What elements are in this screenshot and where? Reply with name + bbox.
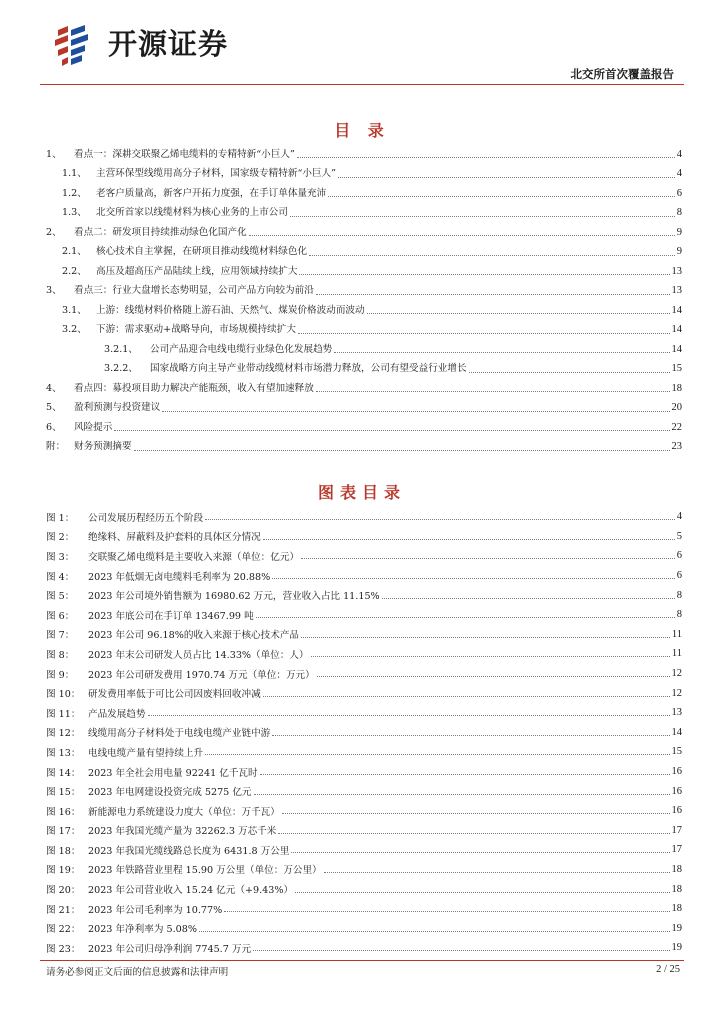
figure-entry[interactable]	[46, 625, 682, 645]
leader-dots	[291, 852, 669, 853]
entry-page: 18	[671, 863, 682, 875]
entry-number: 1.2、	[62, 187, 87, 199]
leader-dots	[297, 157, 675, 158]
entry-number: 图 1：	[46, 512, 75, 524]
entry-page: 11	[671, 648, 682, 660]
entry-title: 核心技术自主掌握，在研项目推动线缆材料绿色化	[96, 246, 308, 258]
entry-title: 2023 年铁路营业里程 15.90 万公里（单位：万公里）	[88, 865, 322, 877]
header-divider	[40, 84, 684, 85]
leader-dots	[338, 177, 675, 178]
entry-number: 图 23：	[46, 943, 81, 955]
figure-entry[interactable]	[46, 703, 682, 723]
entry-page: 5	[676, 530, 682, 542]
toc-entry[interactable]	[46, 321, 682, 341]
entry-title: 国家战略方向主导产业带动线缆材料市场潜力释放，公司有望受益行业增长	[150, 363, 467, 375]
entry-title: 2023 年公司 96.18%的收入来源于核心技术产品	[88, 630, 300, 642]
entry-title: 主营环保型线缆用高分子材料，国家级专精特新“小巨人”	[96, 168, 337, 180]
figure-entry[interactable]	[46, 546, 682, 566]
entry-number: 图 11：	[46, 708, 81, 720]
entry-number: 3.2.2、	[104, 363, 139, 375]
toc-entry[interactable]	[46, 165, 682, 185]
toc-entry[interactable]	[46, 145, 682, 165]
entry-page: 13	[671, 285, 682, 297]
entry-number: 3.2.1、	[104, 343, 139, 355]
figure-entry[interactable]	[46, 605, 682, 625]
leader-dots	[249, 235, 675, 236]
page-number: 2 / 25	[656, 964, 680, 975]
leader-dots	[272, 735, 669, 736]
leader-dots	[253, 950, 669, 951]
toc-entry[interactable]	[46, 360, 682, 380]
entry-title: 2023 年公司境外销售额为 16980.62 万元，营业收入占比 11.15%	[88, 591, 380, 603]
entry-title: 2023 年电网建设投资完成 5275 亿元	[88, 787, 252, 799]
entry-page: 23	[671, 441, 682, 453]
entry-number: 图 12：	[46, 728, 81, 740]
leader-dots	[134, 450, 670, 451]
brand-name: 开源证券	[108, 27, 229, 61]
entry-page: 4	[676, 168, 682, 180]
leader-dots	[295, 892, 669, 893]
toc-entry[interactable]	[46, 301, 682, 321]
toc-entry[interactable]	[46, 282, 682, 302]
leader-dots	[334, 352, 669, 353]
entry-title: 高压及超高压产品陆续上线，应用领域持续扩大	[96, 265, 298, 277]
entry-page: 8	[676, 207, 682, 219]
leader-dots	[298, 333, 670, 334]
entry-page: 15	[671, 746, 682, 758]
leader-dots	[260, 774, 670, 775]
figure-entry[interactable]	[46, 566, 682, 586]
entry-title: 公司发展历程经历五个阶段	[88, 512, 204, 524]
entry-title: 2023 年公司营业收入 15.24 亿元（+9.43%）	[88, 885, 294, 897]
leader-dots	[469, 372, 670, 373]
entry-page: 6	[676, 570, 682, 582]
toc-entry[interactable]	[46, 418, 682, 438]
entry-number: 4、	[46, 382, 62, 394]
entry-title: 公司产品迎合电线电缆行业绿色化发展趋势	[150, 343, 333, 355]
entry-number: 图 16：	[46, 806, 81, 818]
entry-page: 6	[676, 187, 682, 199]
leader-dots	[278, 833, 669, 834]
entry-number: 图 5：	[46, 591, 75, 603]
leader-dots	[199, 931, 670, 932]
figure-entry[interactable]	[46, 879, 682, 899]
entry-page: 14	[671, 343, 682, 355]
leader-dots	[382, 598, 675, 599]
kaiyuan-logo-icon	[52, 24, 104, 68]
entry-title: 2023 年公司归母净利润 7745.7 万元	[88, 943, 252, 955]
entry-number: 1.1、	[62, 168, 87, 180]
leader-dots	[324, 872, 670, 873]
entry-number: 图 6：	[46, 610, 75, 622]
figure-entry[interactable]	[46, 644, 682, 664]
page-header	[0, 0, 724, 88]
entry-page: 18	[671, 382, 682, 394]
leader-dots	[205, 754, 669, 755]
entry-number: 图 13：	[46, 747, 81, 759]
leader-dots	[148, 715, 670, 716]
entry-number: 3、	[46, 285, 62, 297]
entry-title: 研发费用率低于可比公司因废料回收冲减	[88, 689, 261, 701]
entry-title: 盈利预测与投资建议	[74, 402, 161, 414]
toc-title: 目 录	[334, 121, 390, 140]
figure-entry[interactable]	[46, 507, 682, 527]
figure-entry[interactable]	[46, 899, 682, 919]
figure-entry[interactable]	[46, 762, 682, 782]
figure-entry[interactable]	[46, 938, 682, 958]
figure-entry[interactable]	[46, 683, 682, 703]
entry-page: 17	[671, 824, 682, 836]
entry-number: 图 14：	[46, 767, 81, 779]
entry-number: 图 21：	[46, 904, 81, 916]
entry-title: 看点四：募投项目助力解决产能瓶颈，收入有望加速释放	[74, 382, 314, 394]
entry-title: 北交所首家以线缆材料为核心业务的上市公司	[96, 207, 288, 219]
entry-title: 2023 年末公司研发人员占比 14.33%（单位：人）	[88, 649, 309, 661]
entry-title: 上游：线缆材料价格随上游石油、天然气、煤炭价格波动而波动	[96, 304, 365, 316]
table-of-contents	[46, 145, 682, 457]
entry-page: 11	[671, 628, 682, 640]
entry-title: 新能源电力系统建设力度大（单位：万千瓦）	[88, 806, 280, 818]
entry-page: 12	[671, 668, 682, 680]
report-type-label: 北交所首次覆盖报告	[570, 67, 674, 81]
leader-dots	[309, 255, 675, 256]
leader-dots	[263, 539, 675, 540]
entry-page: 13	[671, 707, 682, 719]
leader-dots	[316, 391, 670, 392]
figure-index-title: 图表目录	[317, 483, 406, 502]
entry-number: 图 2：	[46, 532, 75, 544]
entry-page: 9	[676, 226, 682, 238]
entry-page: 17	[671, 844, 682, 856]
entry-title: 2023 年低烟无卤电缆料毛利率为 20.88%	[88, 571, 271, 583]
leader-dots	[367, 313, 670, 314]
entry-title: 看点一：深耕交联聚乙烯电缆料的专精特新“小巨人”	[74, 148, 295, 160]
figure-entry[interactable]	[46, 664, 682, 684]
entry-number: 图 8：	[46, 649, 75, 661]
toc-entry[interactable]	[46, 184, 682, 204]
entry-number: 图 19：	[46, 865, 81, 877]
leader-dots	[311, 656, 670, 657]
figure-entry[interactable]	[46, 860, 682, 880]
entry-number: 图 15：	[46, 787, 81, 799]
entry-page: 4	[676, 511, 682, 523]
entry-title: 线缆用高分子材料处于电线电缆产业链中游	[88, 728, 271, 740]
entry-title: 看点二：研发项目持续推动绿色化国产化	[74, 226, 247, 238]
entry-page: 15	[671, 363, 682, 375]
entry-title: 2023 年我国光缆线路总长度为 6431.8 万公里	[88, 845, 290, 857]
entry-title: 产品发展趋势	[88, 708, 146, 720]
entry-page: 14	[671, 304, 682, 316]
entry-page: 22	[671, 421, 682, 433]
entry-page: 4	[676, 148, 682, 160]
entry-number: 3.1、	[62, 304, 87, 316]
entry-number: 6、	[46, 421, 62, 433]
entry-number: 2.1、	[62, 246, 87, 258]
figure-entry[interactable]	[46, 840, 682, 860]
leader-dots	[272, 578, 675, 579]
toc-entry[interactable]	[46, 340, 682, 360]
entry-page: 18	[671, 903, 682, 915]
entry-title: 看点三：行业大盘增长态势明显，公司产品方向较为前沿	[74, 285, 314, 297]
toc-entry[interactable]	[46, 223, 682, 243]
entry-number: 图 18：	[46, 845, 81, 857]
toc-entry[interactable]	[46, 399, 682, 419]
entry-number: 图 3：	[46, 551, 75, 563]
entry-title: 2023 年底公司在手订单 13467.99 吨	[88, 610, 254, 622]
figure-entry[interactable]	[46, 742, 682, 762]
figure-entry[interactable]	[46, 723, 682, 743]
figure-entry[interactable]	[46, 801, 682, 821]
entry-number: 图 20：	[46, 885, 81, 897]
entry-number: 附：	[46, 441, 66, 453]
entry-page: 13	[671, 265, 682, 277]
leader-dots	[282, 813, 670, 814]
entry-number: 2、	[46, 226, 62, 238]
entry-page: 14	[671, 324, 682, 336]
entry-page: 6	[676, 550, 682, 562]
figure-entry[interactable]	[46, 585, 682, 605]
leader-dots	[299, 274, 669, 275]
entry-title: 2023 年净利率为 5.08%	[88, 924, 197, 936]
figure-entry[interactable]	[46, 527, 682, 547]
entry-page: 14	[671, 726, 682, 738]
entry-page: 18	[671, 883, 682, 895]
entry-page: 8	[676, 589, 682, 601]
toc-entry[interactable]	[46, 204, 682, 224]
toc-entry[interactable]	[46, 379, 682, 399]
entry-page: 16	[671, 766, 682, 778]
leader-dots	[328, 196, 675, 197]
entry-number: 3.2、	[62, 324, 87, 336]
entry-number: 图 22：	[46, 924, 81, 936]
leader-dots	[290, 216, 675, 217]
figure-entry[interactable]	[46, 918, 682, 938]
leader-dots	[114, 430, 669, 431]
entry-page: 12	[671, 687, 682, 699]
entry-number: 1、	[46, 148, 62, 160]
entry-title: 老客户质量高，新客户开拓力度强，在手订单体量充沛	[96, 187, 327, 199]
toc-entry[interactable]	[46, 243, 682, 263]
entry-title: 2023 年全社会用电量 92241 亿千瓦时	[88, 767, 258, 779]
entry-page: 20	[671, 402, 682, 414]
entry-page: 8	[676, 609, 682, 621]
entry-page: 16	[671, 805, 682, 817]
leader-dots	[317, 676, 670, 677]
entry-title: 2023 年我国光缆产量为 32262.3 万芯千米	[88, 826, 277, 838]
entry-page: 19	[671, 922, 682, 934]
leader-dots	[263, 696, 670, 697]
entry-number: 图 7：	[46, 630, 75, 642]
leader-dots	[162, 411, 669, 412]
entry-number: 2.2、	[62, 265, 87, 277]
entry-title: 绝缘料、屏蔽料及护套料的具体区分情况	[88, 532, 261, 544]
entry-number: 图 9：	[46, 669, 75, 681]
leader-dots	[224, 911, 669, 912]
entry-number: 图 4：	[46, 571, 75, 583]
entry-number: 1.3、	[62, 207, 87, 219]
entry-number: 图 17：	[46, 826, 81, 838]
toc-entry[interactable]	[46, 262, 682, 282]
entry-page: 9	[676, 246, 682, 258]
figure-entry[interactable]	[46, 781, 682, 801]
figure-index	[46, 507, 682, 958]
entry-title: 风险提示	[74, 421, 113, 433]
leader-dots	[316, 294, 670, 295]
entry-title: 2023 年公司研发费用 1970.74 万元（单位：万元）	[88, 669, 315, 681]
entry-title: 2023 年公司毛利率为 10.77%	[88, 904, 223, 916]
entry-page: 19	[671, 942, 682, 954]
footer-divider	[40, 960, 684, 961]
figure-entry[interactable]	[46, 821, 682, 841]
leader-dots	[301, 637, 670, 638]
footer-disclaimer: 请务必参阅正文后面的信息披露和法律声明	[46, 967, 229, 978]
toc-entry[interactable]	[46, 438, 682, 458]
leader-dots	[256, 617, 675, 618]
entry-number: 5、	[46, 402, 62, 414]
leader-dots	[205, 519, 675, 520]
entry-title: 下游：需求驱动+战略导向，市场规模持续扩大	[96, 324, 296, 336]
entry-title: 财务预测摘要	[74, 441, 132, 453]
leader-dots	[254, 794, 670, 795]
entry-title: 电线电缆产量有望持续上升	[88, 747, 204, 759]
entry-page: 16	[671, 785, 682, 797]
entry-number: 图 10：	[46, 689, 81, 701]
entry-title: 交联聚乙烯电缆料是主要收入来源（单位：亿元）	[88, 551, 300, 563]
leader-dots	[301, 558, 675, 559]
